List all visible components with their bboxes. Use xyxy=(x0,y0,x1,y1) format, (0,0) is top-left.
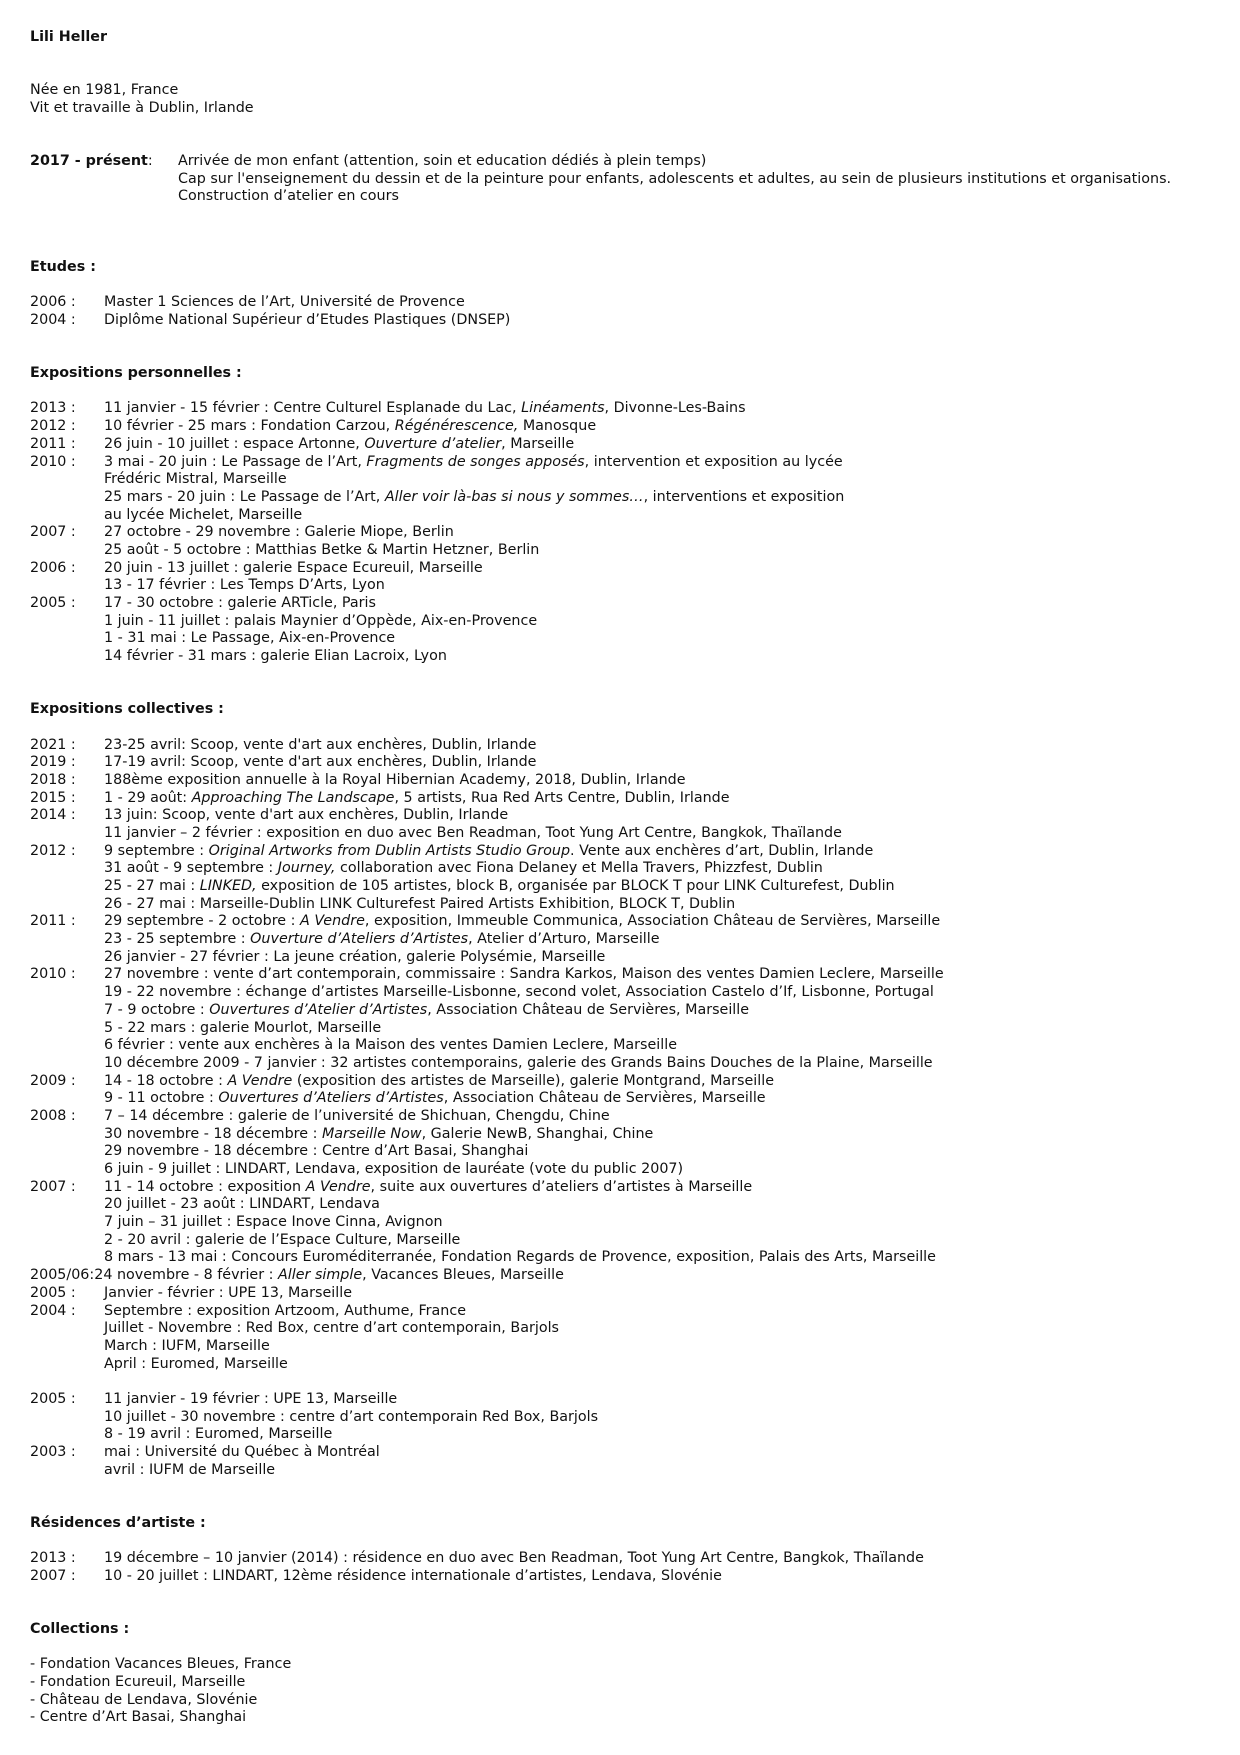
entry-year xyxy=(30,878,104,896)
exposition-collective-line xyxy=(30,878,1220,896)
spacer xyxy=(30,1373,1220,1391)
exposition-collective-line xyxy=(30,1356,1220,1374)
entry-text: 14 février - 31 mars : galerie Elian Lacroix, Lyon xyxy=(104,648,447,665)
exposition-personnelle-line xyxy=(30,507,1220,525)
entry-year xyxy=(30,613,104,631)
exposition-collective-line xyxy=(30,931,1220,949)
entry-text: au lycée Michelet, Marseille xyxy=(104,506,303,523)
residence-entry xyxy=(30,1568,1220,1586)
entry-year: 2011 : xyxy=(30,435,76,452)
entry-text: 17 - 30 octobre : galerie ARTicle, Paris xyxy=(104,595,376,611)
entry-text: 23-25 avril: Scoop, vente d'art aux enchères, Dublin, Irlande xyxy=(104,736,537,753)
entry-text: April : Euromed, Marseille xyxy=(104,1355,288,1372)
entry-year xyxy=(30,471,104,489)
entry-year: 2007 : xyxy=(30,524,76,541)
exposition-collective-line xyxy=(30,1338,1220,1356)
exposition-collective-line xyxy=(30,913,1220,931)
entry-text: 10 - 20 juillet : LINDART, 12ème résidence internationale d’artistes, Lendava, Slovénie xyxy=(104,1567,722,1584)
entry-year xyxy=(30,1462,104,1480)
entry-year: 2009 : xyxy=(30,1072,76,1089)
entry-year: 2004 : xyxy=(30,1302,76,1319)
exposition-personnelle-line xyxy=(30,436,1220,454)
entry-year xyxy=(30,1232,104,1250)
entry-year: 2003 : xyxy=(30,1444,76,1460)
entry-year: 2007 : xyxy=(30,1178,76,1195)
entry-year xyxy=(30,1090,104,1108)
exposition-collective-line xyxy=(30,1108,1220,1126)
entry-text: 11 janvier - 15 février : Centre Culturel Esplanade du Lac, Linéaments, Divonne-Les-Bains xyxy=(104,400,746,417)
entry-year: 2010 : xyxy=(30,453,76,470)
entry-year xyxy=(30,577,104,595)
entry-text: Diplôme National Supérieur d’Etudes Plastiques (DNSEP) xyxy=(104,312,511,328)
collection-item: - Fondation Vacances Bleues, France xyxy=(30,1656,292,1673)
entry-text: 24 novembre - 8 février : Aller simple, Vacances Bleues, Marseille xyxy=(94,1267,564,1284)
entry-year xyxy=(30,1320,104,1338)
entry-year: 2014 : xyxy=(30,807,76,824)
exposition-collective-line xyxy=(30,1020,1220,1038)
entry-year: 2012 : xyxy=(30,418,76,435)
entry-year xyxy=(30,1126,104,1144)
entry-year xyxy=(30,825,104,843)
exposition-collective-line xyxy=(30,1320,1220,1338)
entry-year xyxy=(30,630,104,648)
entry-text: 31 août - 9 septembre : Journey, collaboration avec Fiona Delaney et Mella Travers, Phizzfest, Dublin xyxy=(104,860,823,877)
entry-year xyxy=(30,489,104,507)
entry-text: 6 février : vente aux enchères à la Maison des ventes Damien Leclere, Marseille xyxy=(104,1037,677,1054)
entry-text: 23 - 25 septembre : Ouverture d’Ateliers d’Artistes, Atelier d’Arturo, Marseille xyxy=(104,931,660,948)
entry-year: 2021 : xyxy=(30,736,76,753)
entry-text: 29 septembre - 2 octobre : A Vendre, exposition, Immeuble Communica, Association Château de Servières, Marseille xyxy=(104,913,941,930)
entry-year xyxy=(30,1249,104,1267)
entry-year xyxy=(30,1037,104,1055)
entry-year: 2005 : xyxy=(30,595,76,611)
exposition-personnelle-line xyxy=(30,524,1220,542)
exposition-collective-line xyxy=(30,843,1220,861)
heading-expositions-personnelles: Expositions personnelles : xyxy=(30,365,242,382)
entry-year: 2010 : xyxy=(30,966,76,983)
entry-text: Juillet - Novembre : Red Box, centre d’art contemporain, Barjols xyxy=(104,1320,559,1337)
exposition-collective-line xyxy=(30,1267,1220,1285)
entry-year xyxy=(30,507,104,525)
entry-text: 7 - 9 octobre : Ouvertures d’Atelier d’Artistes, Association Château de Servières, Marseille xyxy=(104,1001,750,1018)
entry-text: 25 août - 5 octobre : Matthias Betke & Martin Hetzner, Berlin xyxy=(104,541,540,558)
entry-text: 10 février - 25 mars : Fondation Carzou, Régénérescence, Manosque xyxy=(104,418,597,435)
exposition-collective-line xyxy=(30,807,1220,825)
entry-year xyxy=(30,1338,104,1356)
entry-text: 9 - 11 octobre : Ouvertures d’Ateliers d’Artistes, Association Château de Servières, Marseille xyxy=(104,1090,766,1107)
entry-text: 19 - 22 novembre : échange d’artistes Marseille-Lisbonne, second volet, Association Castelo d’If, Lisbonne, Portugal xyxy=(104,984,934,1001)
exposition-collective-line xyxy=(30,1179,1220,1197)
exposition-personnelle-line xyxy=(30,613,1220,631)
exposition-personnelle-line xyxy=(30,630,1220,648)
entry-text: 9 septembre : Original Artworks from Dublin Artists Studio Group. Vente aux enchères d’art, Dublin, Irlande xyxy=(104,842,874,859)
cv-page xyxy=(30,29,1220,1727)
entry-year: 2013 : xyxy=(30,400,76,417)
collection-item: - Fondation Ecureuil, Marseille xyxy=(30,1673,246,1690)
collection-item: - Centre d’Art Basai, Shanghai xyxy=(30,1709,247,1726)
exposition-collective-line xyxy=(30,1002,1220,1020)
entry-text: 10 décembre 2009 - 7 janvier : 32 artistes contemporains, galerie des Grands Bains Douches de la Plaine, Marseille xyxy=(104,1054,933,1071)
entry-text: 1 - 31 mai : Le Passage, Aix-en-Provence xyxy=(104,630,396,647)
entry-text: Janvier - février : UPE 13, Marseille xyxy=(104,1284,352,1301)
entry-text: avril : IUFM de Marseille xyxy=(104,1461,276,1478)
entry-year xyxy=(30,1196,104,1214)
exposition-personnelle-line xyxy=(30,489,1220,507)
entry-year: 2013 : xyxy=(30,1550,76,1567)
entry-year xyxy=(30,1143,104,1161)
present-line: Cap sur l'enseignement du dessin et de la peinture pour enfants, adolescents et adultes, au sein de plusieurs institutions et organisations. xyxy=(178,170,1172,187)
entry-year: 2008 : xyxy=(30,1107,76,1124)
exposition-collective-line xyxy=(30,1161,1220,1179)
exposition-collective-line xyxy=(30,1196,1220,1214)
exposition-collective-line xyxy=(30,949,1220,967)
entry-text: 17-19 avril: Scoop, vente d'art aux enchères, Dublin, Irlande xyxy=(104,754,537,771)
entry-text: 13 - 17 février : Les Temps D’Arts, Lyon xyxy=(104,577,385,594)
etudes-entry xyxy=(30,312,1220,330)
entry-text: 1 juin - 11 juillet : palais Maynier d’Oppède, Aix-en-Provence xyxy=(104,612,538,629)
entry-text: 3 mai - 20 juin : Le Passage de l’Art, Fragments de songes apposés, intervention et exposition au lycée xyxy=(104,453,843,470)
entry-year: 2005 : xyxy=(30,1390,76,1407)
entry-year xyxy=(30,949,104,967)
entry-year xyxy=(30,1214,104,1232)
entry-year xyxy=(30,1020,104,1038)
entry-year xyxy=(30,1161,104,1179)
entry-text: 11 janvier - 19 février : UPE 13, Marseille xyxy=(104,1390,398,1407)
exposition-personnelle-line xyxy=(30,418,1220,436)
exposition-collective-line xyxy=(30,1285,1220,1303)
entry-text: 7 juin – 31 juillet : Espace Inove Cinna, Avignon xyxy=(104,1214,443,1231)
exposition-collective-line xyxy=(30,1232,1220,1250)
heading-residences: Résidences d’artiste : xyxy=(30,1514,206,1531)
heading-etudes: Etudes : xyxy=(30,258,96,275)
exposition-collective-line xyxy=(30,860,1220,878)
exposition-personnelle-line xyxy=(30,471,1220,489)
exposition-collective-line xyxy=(30,1055,1220,1073)
exposition-personnelle-line xyxy=(30,560,1220,578)
entry-text: 27 octobre - 29 novembre : Galerie Miope, Berlin xyxy=(104,524,454,541)
residence-line: Vit et travaille à Dublin, Irlande xyxy=(30,99,254,116)
entry-text: 6 juin - 9 juillet : LINDART, Lendava, exposition de lauréate (vote du public 2007) xyxy=(104,1161,684,1177)
entry-year xyxy=(30,1426,104,1444)
exposition-personnelle-line xyxy=(30,454,1220,472)
exposition-collective-line xyxy=(30,1303,1220,1321)
exposition-collective-line xyxy=(30,754,1220,772)
entry-text: 2 - 20 avril : galerie de l’Espace Culture, Marseille xyxy=(104,1231,461,1248)
present-lines xyxy=(178,153,1171,206)
exposition-collective-line xyxy=(30,966,1220,984)
entry-year: 2012 : xyxy=(30,842,76,859)
entry-text: 25 mars - 20 juin : Le Passage de l’Art, Aller voir là-bas si nous y sommes…, interventions et exposition xyxy=(104,488,845,505)
entry-year xyxy=(30,860,104,878)
entry-year xyxy=(30,984,104,1002)
artist-name: Lili Heller xyxy=(30,29,107,45)
entry-text: 30 novembre - 18 décembre : Marseille Now, Galerie NewB, Shanghai, Chine xyxy=(104,1125,654,1142)
entry-year xyxy=(30,1002,104,1020)
entry-text: Septembre : exposition Artzoom, Authume, France xyxy=(104,1302,466,1319)
exposition-collective-line xyxy=(30,1073,1220,1091)
entry-text: 1 - 29 août: Approaching The Landscape, 5 artists, Rua Red Arts Centre, Dublin, Irlande xyxy=(104,789,730,806)
entry-text: 20 juillet - 23 août : LINDART, Lendava xyxy=(104,1196,380,1213)
entry-year: 2007 : xyxy=(30,1567,76,1584)
entry-year: 2006 : xyxy=(30,559,76,576)
exposition-personnelle-line xyxy=(30,595,1220,613)
entry-year xyxy=(30,542,104,560)
entry-year: 2019 : xyxy=(30,754,76,771)
entry-text: 25 - 27 mai : LINKED, exposition de 105 artistes, block B, organisée par BLOCK T pour LINK Culturefest, Dublin xyxy=(104,878,895,894)
entry-text: 27 novembre : vente d’art contemporain, commissaire : Sandra Karkos, Maison des ventes Damien Leclere, Marseille xyxy=(104,966,944,983)
exposition-collective-line xyxy=(30,1409,1220,1427)
entry-text: 26 juin - 10 juillet : espace Artonne, Ouverture d’atelier, Marseille xyxy=(104,435,575,452)
entry-year xyxy=(30,1409,104,1427)
entry-text: 13 juin: Scoop, vente d'art aux enchères, Dublin, Irlande xyxy=(104,807,509,824)
collection-item: - Château de Lendava, Slovénie xyxy=(30,1691,258,1708)
entry-year xyxy=(30,648,104,666)
entry-year: 2011 : xyxy=(30,913,76,930)
entry-text: 29 novembre - 18 décembre : Centre d’Art Basai, Shanghai xyxy=(104,1143,529,1160)
exposition-collective-line xyxy=(30,1090,1220,1108)
entry-text: 26 - 27 mai : Marseille-Dublin LINK Culturefest Paired Artists Exhibition, BLOCK T, Dublin xyxy=(104,895,736,912)
exposition-personnelle-line xyxy=(30,400,1220,418)
entry-text: 10 juillet - 30 novembre : centre d’art contemporain Red Box, Barjols xyxy=(104,1408,599,1425)
entry-year xyxy=(30,896,104,914)
exposition-personnelle-line xyxy=(30,577,1220,595)
etudes-entry xyxy=(30,294,1220,312)
entry-year: 2005 : xyxy=(30,1284,76,1301)
exposition-collective-line xyxy=(30,1037,1220,1055)
entry-text: 26 janvier - 27 février : La jeune création, galerie Polysémie, Marseille xyxy=(104,948,606,965)
present-line: Construction d’atelier en cours xyxy=(178,188,399,205)
entry-text: March : IUFM, Marseille xyxy=(104,1337,270,1354)
exposition-collective-line xyxy=(30,1462,1220,1480)
exposition-collective-line xyxy=(30,896,1220,914)
entry-text: 5 - 22 mars : galerie Mourlot, Marseille xyxy=(104,1019,382,1036)
present-label: 2017 - présent xyxy=(30,152,148,169)
exposition-collective-line xyxy=(30,772,1220,790)
entry-year: 2015 : xyxy=(30,789,76,806)
exposition-collective-line xyxy=(30,984,1220,1002)
exposition-collective-line xyxy=(30,737,1220,755)
exposition-personnelle-line xyxy=(30,542,1220,560)
heading-expositions-collectives: Expositions collectives : xyxy=(30,701,224,718)
expositions-personnelles-list xyxy=(30,400,1220,665)
entry-text: 11 janvier – 2 février : exposition en duo avec Ben Readman, Toot Yung Art Centre, Bangkok, Thaïlande xyxy=(104,824,842,841)
entry-text: mai : Université du Québec à Montréal xyxy=(104,1444,380,1460)
entry-year: 2006 : xyxy=(30,294,76,311)
entry-year: 2004 : xyxy=(30,312,76,328)
entry-text: 8 - 19 avril : Euromed, Marseille xyxy=(104,1426,333,1443)
exposition-collective-line xyxy=(30,1143,1220,1161)
entry-text: 7 – 14 décembre : galerie de l’université de Shichuan, Chengdu, Chine xyxy=(104,1107,610,1124)
entry-text: 8 mars - 13 mai : Concours Euroméditerranée, Fondation Regards de Provence, exposition, Palais des Arts, Marseille xyxy=(104,1249,936,1266)
exposition-collective-line xyxy=(30,1391,1220,1409)
exposition-collective-line xyxy=(30,1426,1220,1444)
entry-year xyxy=(30,931,104,949)
entry-text: 19 décembre – 10 janvier (2014) : résidence en duo avec Ben Readman, Toot Yung Art Centre, Bangkok, Thaïlande xyxy=(104,1550,924,1567)
exposition-personnelle-line xyxy=(30,648,1220,666)
exposition-collective-line xyxy=(30,1444,1220,1462)
birth-line: Née en 1981, France xyxy=(30,82,179,99)
exposition-collective-line xyxy=(30,1249,1220,1267)
exposition-collective-line xyxy=(30,1214,1220,1232)
entry-text: 11 - 14 octobre : exposition A Vendre, suite aux ouvertures d’ateliers d’artistes à Marseille xyxy=(104,1178,753,1195)
heading-collections: Collections : xyxy=(30,1620,130,1637)
entry-text: Frédéric Mistral, Marseille xyxy=(104,471,287,488)
residence-entry xyxy=(30,1550,1220,1568)
present-line: Arrivée de mon enfant (attention, soin et education dédiés à plein temps) xyxy=(178,152,707,169)
exposition-collective-line xyxy=(30,825,1220,843)
entry-text: 14 - 18 octobre : A Vendre (exposition des artistes de Marseille), galerie Montgrand, Marseille xyxy=(104,1072,775,1089)
exposition-collective-line xyxy=(30,790,1220,808)
present-block: 2017 - présent: Arrivée de mon enfant (attention, soin et education dédiés à plein temps) Cap sur l'enseignement du dessin et de la peinture pour enfants, adolescents et adultes, au sein de plusieurs institutions et organisations. Construction d’atelier en cours xyxy=(30,152,1172,205)
entry-year: 2018 : xyxy=(30,771,76,788)
entry-year xyxy=(30,1055,104,1073)
exposition-collective-line xyxy=(30,1126,1220,1144)
entry-text: 20 juin - 13 juillet : galerie Espace Ecureuil, Marseille xyxy=(104,559,483,576)
expositions-collectives-list xyxy=(30,737,1220,1480)
entry-text: Master 1 Sciences de l’Art, Université de Provence xyxy=(104,294,465,311)
entry-year xyxy=(30,1356,104,1374)
entry-text: 188ème exposition annuelle à la Royal Hibernian Academy, 2018, Dublin, Irlande xyxy=(104,771,686,788)
entry-year: 2005/06: xyxy=(30,1267,95,1284)
